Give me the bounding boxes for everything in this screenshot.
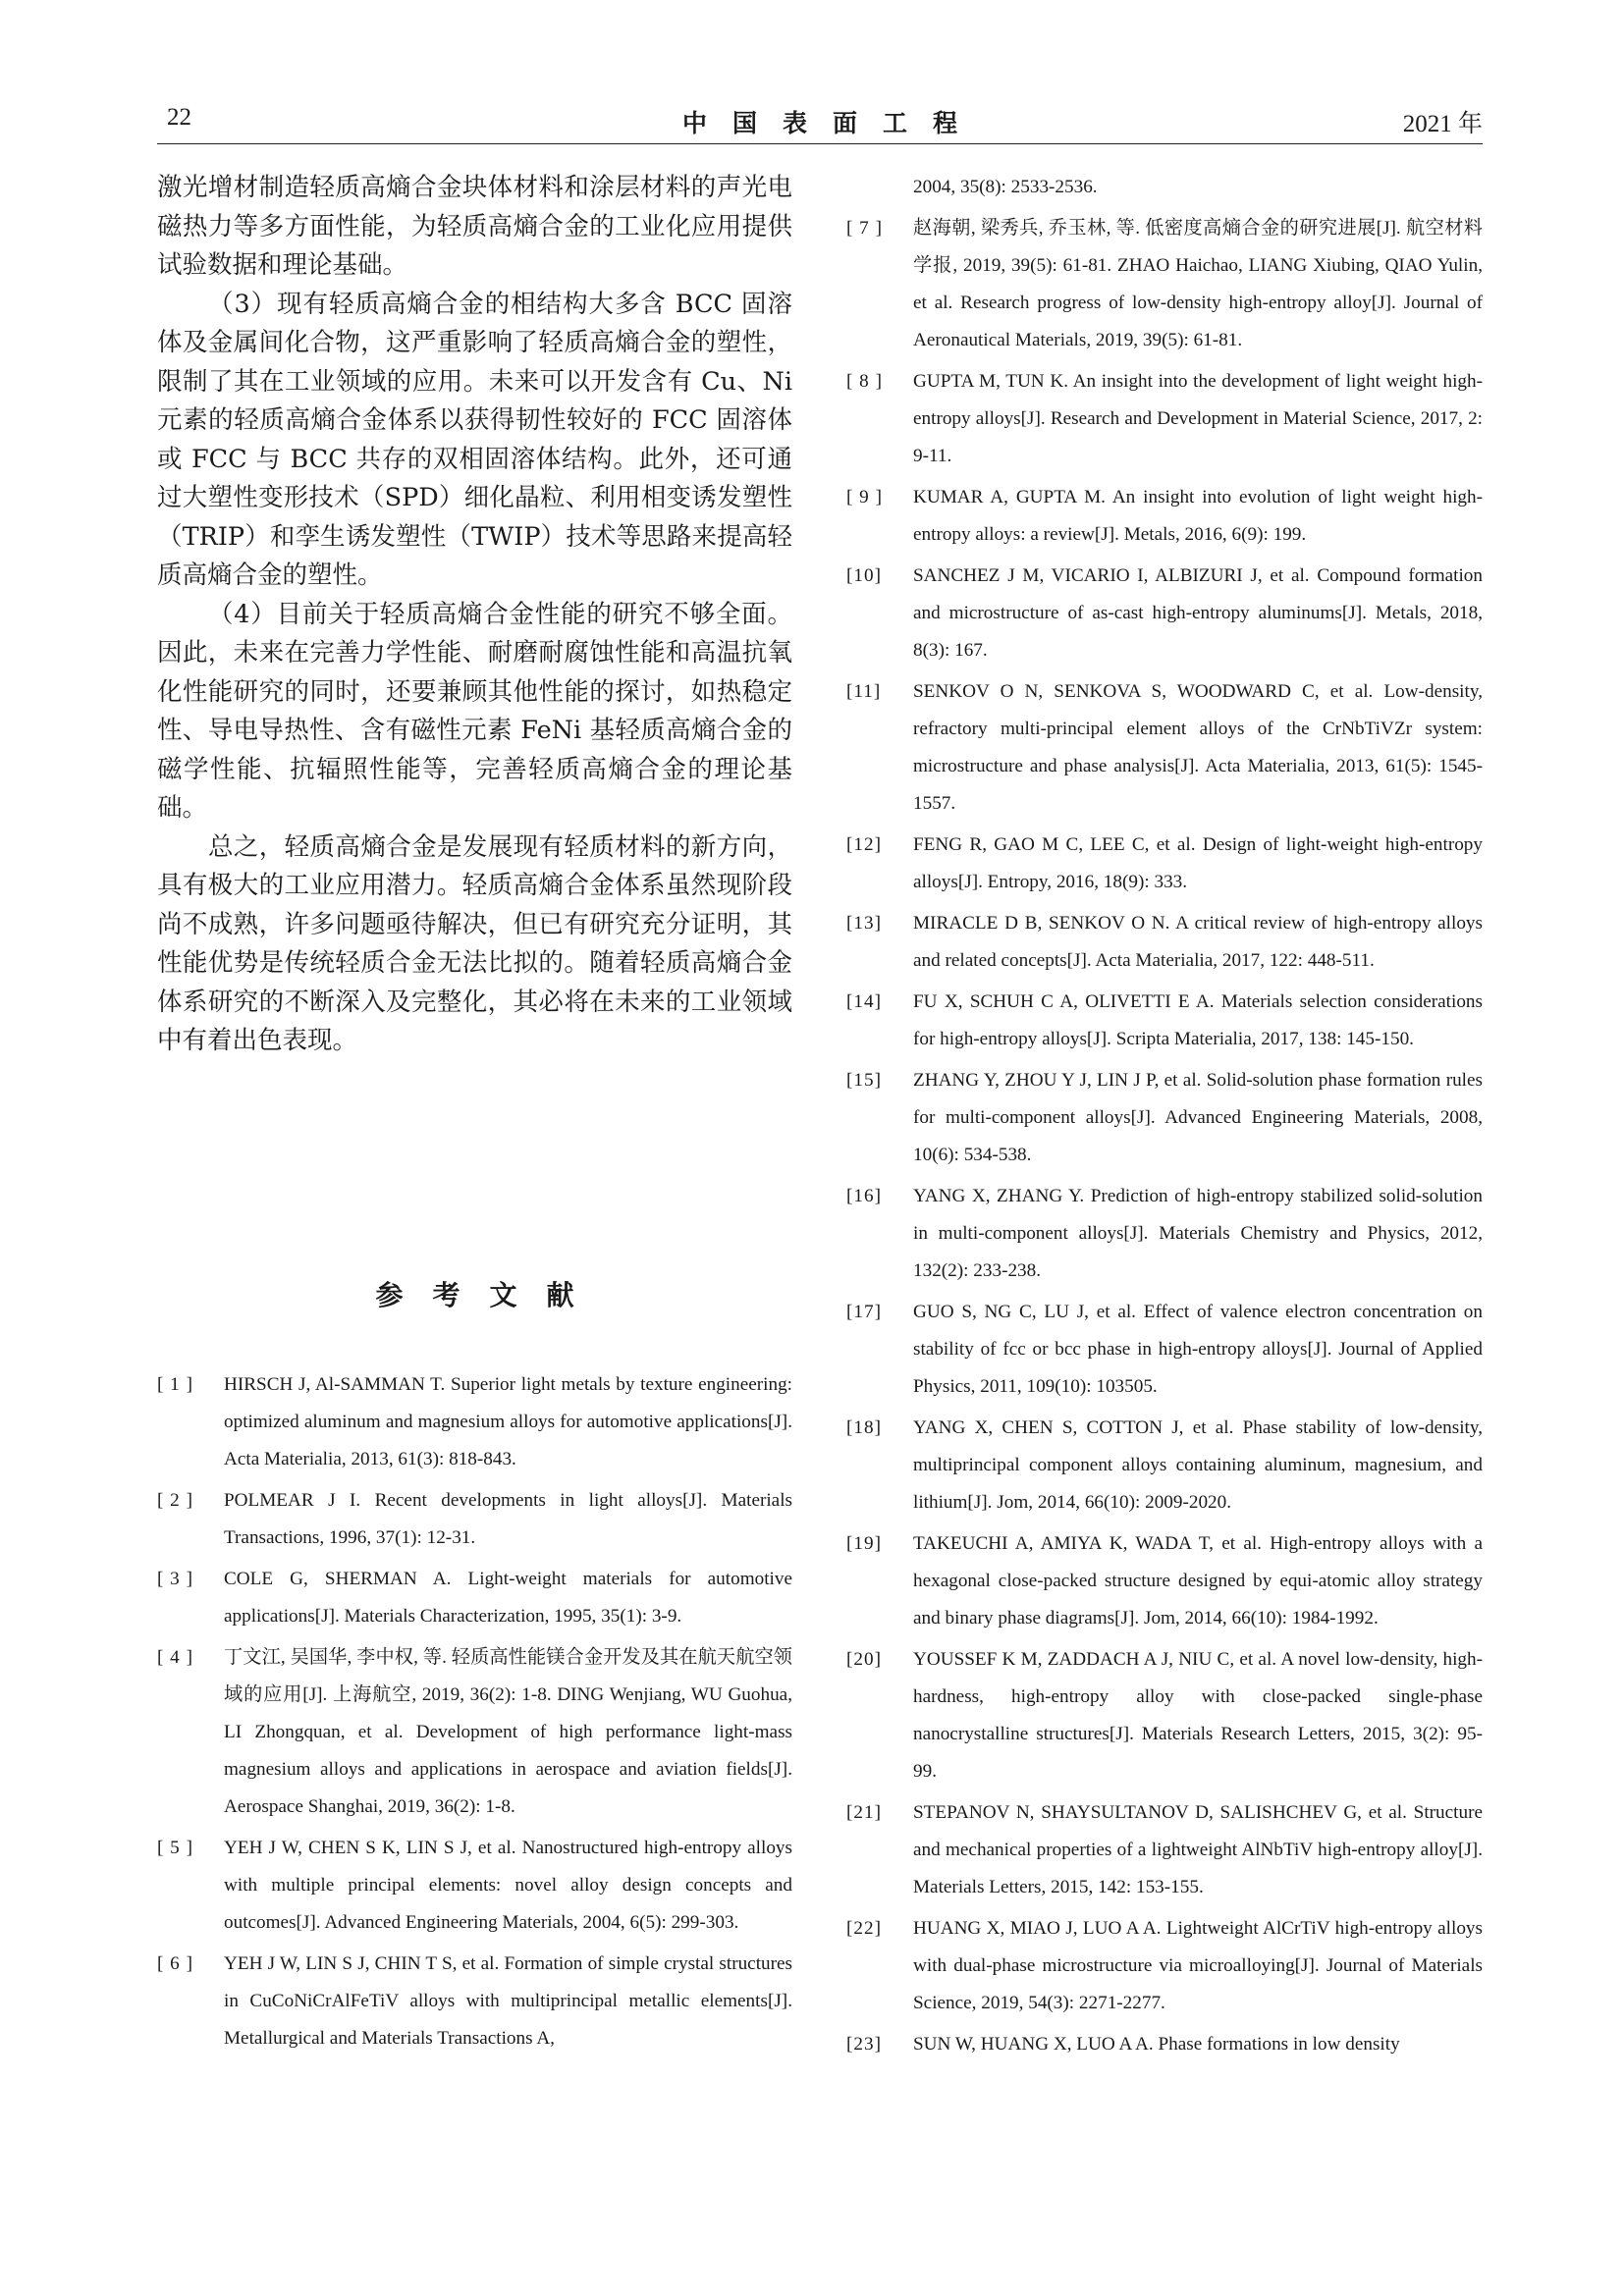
reference-number: [ 9 ] bbox=[846, 487, 883, 507]
reference-number: [14] bbox=[846, 991, 882, 1012]
reference-text: 赵海朝, 梁秀兵, 乔玉林, 等. 低密度高熵合金的研究进展[J]. 航空材料学报, 2019, 39(5): 61-81. ZHAO Haichao, LIANG Xiubing, QIAO Yulin, et al. Research progress of low-density high-entropy alloy[J]. Journal of Aeronautical Materials, 2019, 39(5): 61-81. bbox=[913, 218, 1483, 350]
references-list-right bbox=[846, 169, 1483, 2067]
reference-number: [ 3 ] bbox=[157, 1569, 193, 1589]
reference-number: [19] bbox=[846, 1533, 882, 1554]
reference-number: [18] bbox=[846, 1417, 882, 1438]
reference-text: YOUSSEF K M, ZADDACH A J, NIU C, et al. A novel low-density, high-hardness, high-entropy alloy with close-packed single-phase nanocrystalline structures[J]. Materials Research Letters, 2015, 3(2): 95-99. bbox=[913, 1649, 1483, 1782]
reference-text: HUANG X, MIAO J, LUO A A. Lightweight AlCrTiV high-entropy alloys with dual-phase microstructure via microalloying[J]. Journal of Materials Science, 2019, 54(3): 2271-2277. bbox=[913, 1918, 1483, 2013]
reference-number: [ 2 ] bbox=[157, 1490, 193, 1511]
reference-item bbox=[846, 2026, 1483, 2063]
reference-text: SANCHEZ J M, VICARIO I, ALBIZURI J, et al. Compound formation and microstructure of as-cast high-entropy aluminums[J]. Metals, 2018, 8(3): 167. bbox=[913, 565, 1483, 661]
reference-item bbox=[157, 1830, 792, 1942]
reference-text: MIRACLE D B, SENKOV O N. A critical review of high-entropy alloys and related concepts[J]. Acta Materialia, 2017, 122: 448-511. bbox=[913, 913, 1483, 971]
reference-item bbox=[846, 1410, 1483, 1522]
reference-item bbox=[846, 1641, 1483, 1790]
body-paragraph: 总之，轻质高熵合金是发展现有轻质材料的新方向，具有极大的工业应用潜力。轻质高熵合金体系虽然现阶段尚不成熟，许多问题亟待解决，但已有研究充分证明，其性能优势是传统轻质合金无法比拟的。随着轻质高熵合金体系研究的不断深入及完整化，其必将在未来的工业领域中有着出色表现。 bbox=[157, 831, 792, 1055]
reference-text: COLE G, SHERMAN A. Light-weight materials for automotive applications[J]. Materials Characterization, 1995, 35(1): 3-9. bbox=[224, 1569, 792, 1627]
reference-item bbox=[846, 479, 1483, 554]
reference-item bbox=[157, 1366, 792, 1478]
reference-text: FU X, SCHUH C A, OLIVETTI E A. Materials selection considerations for high-entropy alloys[J]. Scripta Materialia, 2017, 138: 145-150. bbox=[913, 991, 1483, 1049]
reference-item bbox=[846, 1294, 1483, 1406]
reference-text: YEH J W, LIN S J, CHIN T S, et al. Formation of simple crystal structures in CuCoNiCrAlFeTiV alloys with multiprincipal metallic elements[J]. Metallurgical and Materials Transactions A, bbox=[224, 1953, 792, 2049]
reference-item bbox=[846, 1910, 1483, 2022]
reference-number: [21] bbox=[846, 1802, 882, 1823]
references-list-left bbox=[157, 1366, 792, 2061]
reference-number: [11] bbox=[846, 681, 882, 702]
reference-number: [13] bbox=[846, 913, 882, 934]
reference-item bbox=[846, 673, 1483, 823]
references-heading: 参考文献 bbox=[375, 1279, 604, 1311]
journal-title: 中国表面工程 bbox=[681, 109, 983, 137]
reference-item bbox=[846, 1178, 1483, 1290]
reference-item bbox=[157, 1561, 792, 1635]
reference-number: [16] bbox=[846, 1186, 882, 1206]
body-paragraph: （4）目前关于轻质高熵合金性能的研究不够全面。因此，未来在完善力学性能、耐磨耐腐蚀性能和高温抗氧化性能研究的同时，还要兼顾其他性能的探讨，如热稳定性、导电导热性、含有磁性元素 FeNi 基轻质高熵合金的磁学性能、抗辐照性能等，完善轻质高熵合金的理论基础。 bbox=[157, 599, 792, 823]
reference-number: [ 7 ] bbox=[846, 218, 883, 239]
reference-item bbox=[846, 1794, 1483, 1906]
reference-item bbox=[846, 1525, 1483, 1637]
issue-year: 2021 年 bbox=[1402, 111, 1483, 137]
reference-number: [ 6 ] bbox=[157, 1953, 193, 1974]
reference-item bbox=[846, 1062, 1483, 1174]
reference-number: [23] bbox=[846, 2034, 882, 2055]
body-text-column bbox=[157, 169, 792, 1061]
reference-number: [12] bbox=[846, 834, 882, 855]
reference-text: STEPANOV N, SHAYSULTANOV D, SALISHCHEV G, et al. Structure and mechanical properties of a lightweight AlNbTiV high-entropy alloy[J]. Materials Letters, 2015, 142: 153-155. bbox=[913, 1802, 1483, 1897]
reference-text: YANG X, ZHANG Y. Prediction of high-entropy stabilized solid-solution in multi-component alloys[J]. Materials Chemistry and Physics, 2012, 132(2): 233-238. bbox=[913, 1186, 1483, 1281]
reference-text: HIRSCH J, Al-SAMMAN T. Superior light metals by texture engineering: optimized aluminum and magnesium alloys for automotive applications[J]. Acta Materialia, 2013, 61(3): 818-843. bbox=[224, 1374, 792, 1469]
reference-text: GUPTA M, TUN K. An insight into the development of light weight high-entropy alloys[J]. Research and Development in Material Science, 2017, 2: 9-11. bbox=[913, 371, 1483, 466]
page-number: 22 bbox=[167, 104, 191, 131]
reference-continuation: 2004, 35(8): 2533-2536. bbox=[913, 177, 1098, 197]
body-paragraph: 激光增材制造轻质高熵合金块体材料和涂层材料的声光电磁热力等多方面性能，为轻质高熵合金的工业化应用提供试验数据和理论基础。 bbox=[157, 173, 792, 280]
reference-number: [10] bbox=[846, 565, 882, 586]
reference-text: FENG R, GAO M C, LEE C, et al. Design of light-weight high-entropy alloys[J]. Entropy, 2016, 18(9): 333. bbox=[913, 834, 1483, 892]
reference-number: [ 8 ] bbox=[846, 371, 883, 392]
reference-item bbox=[157, 1482, 792, 1557]
body-paragraph: （3）现有轻质高熵合金的相结构大多含 BCC 固溶体及金属间化合物，这严重影响了轻质高熵合金的塑性，限制了其在工业领域的应用。未来可以开发含有 Cu、Ni 元素的轻质高熵合金体系以获得韧性较好的 FCC 固溶体或 FCC 与 BCC 共存的双相固溶体结构。此外，还可通过大塑性变形技术（SPD）细化晶粒、利用相变诱发塑性（TRIP）和孪生诱发塑性（TWIP）技术等思路来提高轻质高熵合金的塑性。 bbox=[157, 289, 792, 590]
reference-number: [22] bbox=[846, 1918, 882, 1939]
reference-item bbox=[846, 363, 1483, 475]
reference-number: [ 1 ] bbox=[157, 1374, 193, 1395]
reference-text: 丁文江, 吴国华, 李中权, 等. 轻质高性能镁合金开发及其在航天航空领域的应用[J]. 上海航空, 2019, 36(2): 1-8. DING Wenjiang, WU Guohua, LI Zhongquan, et al. Development of high performance light-mass magnesium alloys and applications in aerospace and aviation fields[J]. Aerospace Shanghai, 2019, 36(2): 1-8. bbox=[224, 1647, 792, 1817]
reference-text: YEH J W, CHEN S K, LIN S J, et al. Nanostructured high-entropy alloys with multiple principal elements: novel alloy design concepts and outcomes[J]. Advanced Engineering Materials, 2004, 6(5): 299-303. bbox=[224, 1838, 792, 1933]
reference-item bbox=[846, 827, 1483, 901]
reference-number: [17] bbox=[846, 1302, 882, 1322]
reference-text: POLMEAR J I. Recent developments in light alloys[J]. Materials Transactions, 1996, 37(1): 12-31. bbox=[224, 1490, 792, 1548]
reference-number: [15] bbox=[846, 1070, 882, 1091]
reference-text: YANG X, CHEN S, COTTON J, et al. Phase stability of low-density, multiprincipal component alloys containing aluminum, magnesium, and lithium[J]. Jom, 2014, 66(10): 2009-2020. bbox=[913, 1417, 1483, 1513]
reference-text: SENKOV O N, SENKOVA S, WOODWARD C, et al. Low-density, refractory multi-principal element alloys of the CrNbTiVZr system: microstructure and phase analysis[J]. Acta Materialia, 2013, 61(5): 1545-1557. bbox=[913, 681, 1483, 814]
reference-item bbox=[846, 905, 1483, 980]
running-header bbox=[157, 98, 1483, 144]
reference-text: GUO S, NG C, LU J, et al. Effect of valence electron concentration on stability of fcc or bcc phase in high-entropy alloys[J]. Journal of Applied Physics, 2011, 109(10): 103505. bbox=[913, 1302, 1483, 1397]
reference-text: ZHANG Y, ZHOU Y J, LIN J P, et al. Solid-solution phase formation rules for multi-component alloys[J]. Advanced Engineering Materials, 2008, 10(6): 534-538. bbox=[913, 1070, 1483, 1165]
reference-number: [ 5 ] bbox=[157, 1838, 193, 1858]
reference-number: [ 4 ] bbox=[157, 1647, 193, 1668]
reference-item bbox=[157, 1639, 792, 1826]
reference-number: [20] bbox=[846, 1649, 882, 1670]
reference-item bbox=[157, 1946, 792, 2057]
reference-text: TAKEUCHI A, AMIYA K, WADA T, et al. High-entropy alloys with a hexagonal close-packed structure designed by equi-atomic alloy strategy and binary phase diagrams[J]. Jom, 2014, 66(10): 1984-1992. bbox=[913, 1533, 1483, 1629]
reference-item bbox=[846, 558, 1483, 669]
reference-text: KUMAR A, GUPTA M. An insight into evolution of light weight high-entropy alloys: a review[J]. Metals, 2016, 6(9): 199. bbox=[913, 487, 1483, 545]
reference-item bbox=[846, 984, 1483, 1058]
reference-item bbox=[846, 210, 1483, 359]
reference-text: SUN W, HUANG X, LUO A A. Phase formations in low density bbox=[913, 2034, 1400, 2055]
